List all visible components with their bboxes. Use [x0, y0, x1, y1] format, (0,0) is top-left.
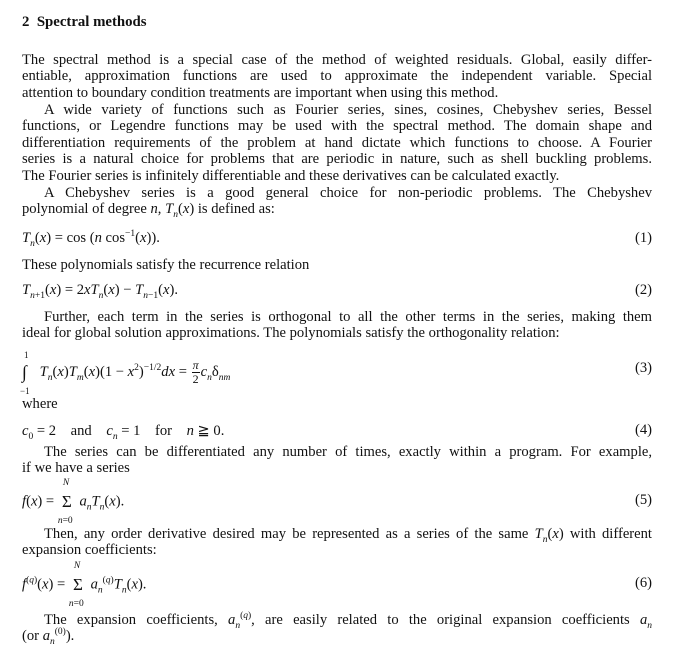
text-line: polynomial of degree n, $T_n(x)$ is defined as: [22, 201, 275, 221]
equation-3 [20, 350, 652, 396]
text-line: The series can be differentiated any number of times, exactly within a program. For example, [44, 444, 652, 460]
equation-1 [22, 230, 652, 252]
equation-2-math: $T_{n+1}(x) = 2xT_n(x) - T_{n-1}(x)$. [22, 282, 178, 301]
text-line: where [22, 396, 58, 412]
text-line: The expansion coefficients, $a_n^{(q)}$, are easily related to the original expansion coefficients $a_n$ [44, 611, 652, 631]
section-number: 2 [22, 14, 30, 30]
equation-number: (4) [634, 422, 652, 438]
equation-number: (3) [634, 360, 652, 376]
equation-1-math: $T_n(x) = \cos (n$ $\cos^{-1}(x)$). [22, 229, 160, 249]
text-line: expansion coefficients: [22, 542, 157, 559]
text-line: attention to boundary condition treatments are important when using this method. [22, 84, 499, 101]
equation-number: (2) [634, 282, 652, 298]
paragraph-2 [22, 102, 652, 184]
equation-4 [22, 422, 652, 444]
text-line: functions, or Legendre functions may be used with the spectral method. The domain shape and [22, 118, 652, 135]
text-line: A Chebyshev series is a good general choice for non-periodic problems. The Chebyshev [44, 185, 652, 201]
paragraph-6 [22, 526, 652, 559]
equation-number: (5) [634, 492, 652, 508]
text-line: These polynomials satisfy the recurrence relation [22, 257, 310, 273]
paragraph-1 [22, 52, 652, 101]
equation-number: (6) [634, 575, 652, 591]
text-line: (or $a_n^{(0)}$). [22, 627, 75, 648]
text-line: if we have a series [22, 460, 130, 477]
text-line: The spectral method is a special case of the method of weighted residuals. Global, easily differ- [22, 52, 652, 68]
equation-5 [22, 478, 652, 526]
paragraph-after-eq1 [22, 257, 652, 273]
equation-number: (1) [634, 230, 652, 246]
text-line: Then, any order derivative desired may be represented as a series of the same $T_n(x)$ with different [44, 526, 652, 545]
text-line: series is a natural choice for problems that are periodic in nature, such as shell buckling problems. [22, 151, 652, 168]
section-title: Spectral methods [36, 14, 147, 30]
text-line: The Fourier series is infinitely differentiable and these derivatives can be calculated exactly. [22, 167, 560, 184]
equation-4-math: $c_0 = 2$ and $c_n = 1$ for n ≧ 0. [22, 423, 225, 442]
text-line: Further, each term in the series is orthogonal to all the other terms in the series, making them [44, 309, 652, 325]
equation-6 [22, 561, 652, 609]
equation-2 [22, 282, 652, 304]
text-line: A wide variety of functions such as Fourier series, sines, cosines, Chebyshev series, Bessel [44, 102, 652, 118]
text-line: differentiation requirements of the problem at hand dictate which functions to choose. A Fourier [22, 134, 652, 151]
text-line: entiable, approximation functions are used to approximate the independent variable. Special [22, 68, 652, 85]
section-heading [22, 14, 147, 31]
paragraph-7 [22, 611, 652, 648]
where-line [22, 396, 652, 412]
paragraph-4 [22, 309, 652, 342]
text-line: ideal for global solution approximations. The polynomials satisfy the orthogonality relation: [22, 325, 560, 342]
paragraph-5 [22, 444, 652, 477]
equation-5-math: f(x) = N Σ n=0 $a_nT_n(x)$. [22, 478, 125, 526]
equation-6-math: $f^{(q)}(x)$ = N Σ n=0 $a_n^{(q)}T_n(x)$. [22, 561, 147, 609]
equation-3-math: 1 ∫ −1 $T_n(x)T_m(x)(1 - x^2)^{-1/2}dx$ = $\frac{\pi}{2}$ $c_n\delta_{nm}$ [20, 350, 231, 396]
paragraph-3 [22, 185, 652, 221]
